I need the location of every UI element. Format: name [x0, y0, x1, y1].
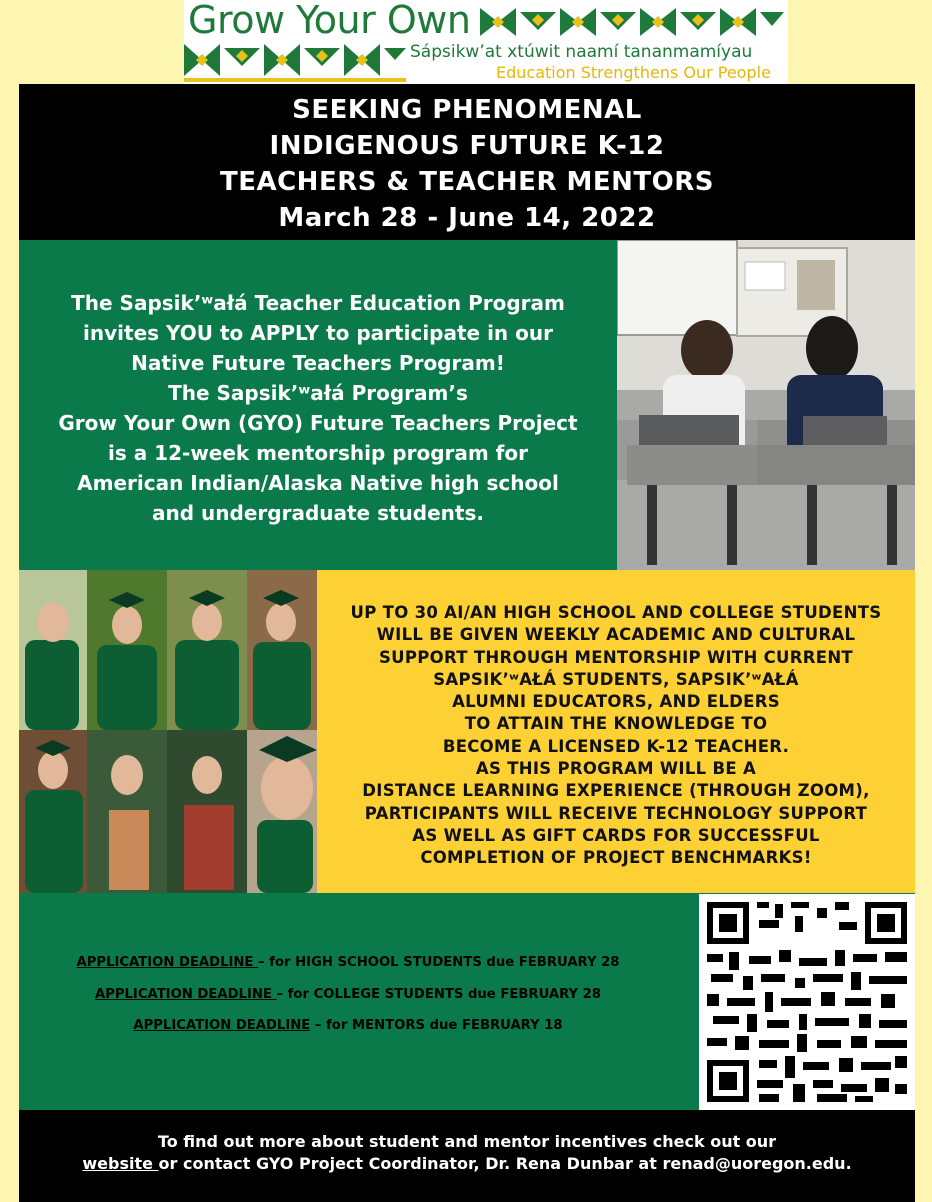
- intro-line: The Sapsik’ʷałá Teacher Education Program: [71, 291, 565, 315]
- intro-line: Native Future Teachers Program!: [131, 351, 505, 375]
- logo-subtitle-native: Sápsikw’at xtúwit naamí tananmamíyau: [410, 42, 753, 62]
- footer-line1: To find out more about student and mentor incentives check out our: [157, 1132, 777, 1151]
- details-line: UP TO 30 AI/AN HIGH SCHOOL AND COLLEGE STUDENTS: [350, 603, 882, 622]
- deadline-label: APPLICATION DEADLINE: [133, 1018, 311, 1033]
- title-banner: [19, 84, 915, 240]
- logo-subtitle-english: Education Strengthens Our People: [496, 63, 771, 82]
- website-link[interactable]: website: [82, 1154, 159, 1173]
- deadline-mentors: [38, 1018, 658, 1033]
- details-line: PARTICIPANTS WILL RECEIVE TECHNOLOGY SUPPORT: [364, 803, 868, 823]
- logo-title: Grow Your Own: [188, 0, 471, 42]
- intro-text: [19, 288, 617, 528]
- footer-contact-text: or contact GYO Project Coordinator, Dr. Rena Dunbar at renad@uoregon.edu.: [158, 1154, 852, 1173]
- intro-line: invites YOU to APPLY to participate in our: [83, 321, 553, 345]
- details-line: AS WELL AS GIFT CARDS FOR SUCCESSFUL: [412, 825, 820, 845]
- logo-pattern-icon: [184, 42, 406, 84]
- deadline-label: APPLICATION DEADLINE: [94, 987, 277, 1002]
- program-details: [317, 602, 915, 870]
- details-line: BECOME A LICENSED K-12 TEACHER.: [442, 736, 790, 756]
- details-line: DISTANCE LEARNING EXPERIENCE (THROUGH ZOOM),: [362, 781, 870, 801]
- details-line: SAPSIK’ʷAŁÁ STUDENTS, SAPSIK’ʷAŁÁ: [433, 669, 799, 689]
- banner-line: SEEKING PHENOMENAL: [292, 95, 642, 125]
- deadline-text: – for COLLEGE STUDENTS due FEBRUARY 28: [276, 987, 602, 1002]
- details-line: AS THIS PROGRAM WILL BE A: [475, 759, 757, 779]
- details-line: SUPPORT THROUGH MENTORSHIP WITH CURRENT: [378, 647, 853, 667]
- intro-line: and undergraduate students.: [152, 501, 484, 525]
- deadline-college: [38, 987, 658, 1002]
- classroom-photo: [617, 240, 915, 570]
- program-details-section: [317, 570, 915, 893]
- details-line: TO ATTAIN THE KNOWLEDGE TO: [464, 714, 768, 734]
- logo-pattern-icon: [480, 4, 784, 40]
- banner-dates: March 28 - June 14, 2022: [278, 203, 656, 233]
- gyo-logo: [184, 0, 788, 84]
- details-line: ALUMNI EDUCATORS, AND ELDERS: [452, 692, 780, 712]
- footer-line2: [19, 1153, 915, 1175]
- intro-section: [19, 240, 617, 570]
- banner-line: TEACHERS & TEACHER MENTORS: [219, 167, 714, 197]
- details-line: WILL BE GIVEN WEEKLY ACADEMIC AND CULTURAL: [376, 625, 856, 645]
- graduates-collage: [19, 570, 317, 893]
- intro-line: is a 12-week mentorship program for: [108, 441, 528, 465]
- qr-code-icon[interactable]: [699, 894, 915, 1110]
- deadline-text: – for HIGH SCHOOL STUDENTS due FEBRUARY 28: [258, 955, 620, 970]
- banner-line: INDIGENOUS FUTURE K-12: [269, 131, 665, 161]
- intro-line: The Sapsik’ʷałá Program’s: [168, 381, 468, 405]
- deadline-high-school: [38, 955, 658, 970]
- intro-line: Grow Your Own (GYO) Future Teachers Project: [58, 411, 578, 435]
- details-line: COMPLETION OF PROJECT BENCHMARKS!: [420, 848, 812, 868]
- footer: [19, 1110, 915, 1202]
- deadline-text: – for MENTORS due FEBRUARY 18: [310, 1018, 563, 1033]
- deadline-label: APPLICATION DEADLINE: [76, 955, 259, 970]
- intro-line: American Indian/Alaska Native high school: [77, 471, 559, 495]
